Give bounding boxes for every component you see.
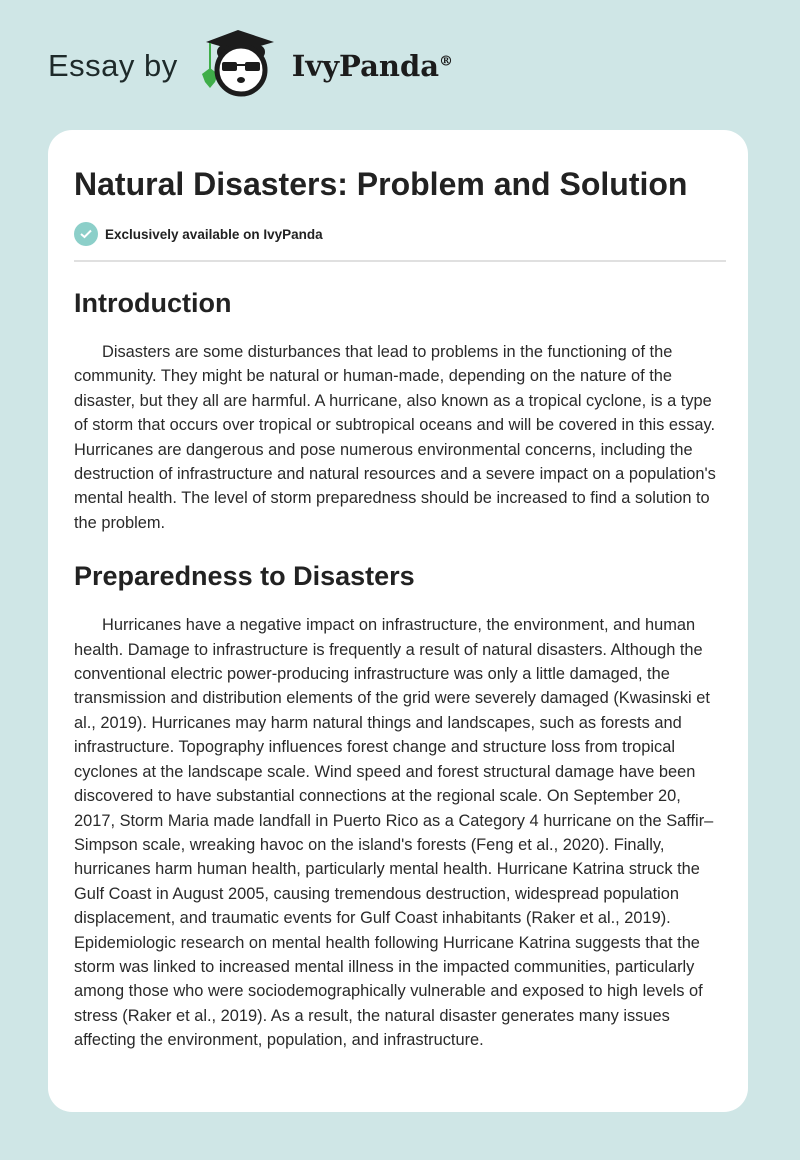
brand-name: IvyPanda bbox=[291, 49, 440, 83]
essay-card bbox=[48, 130, 748, 1112]
section-heading: Preparedness to Disasters bbox=[74, 561, 415, 592]
section-heading: Introduction bbox=[74, 288, 232, 318]
section-paragraph: Disasters are some disturbances that lead to problems in the functioning of the community. They might be natural or human-made, depending on the nature of the disaster, but they all are harmful. A hurricane, also known as a tropical cyclone, is a type of storm that occurs over tropical or subtropical oceans and will be covered in this essay. Hurricanes are dangerous and pose numerous environmental concerns, including the destruction of infrastructure and natural resources and a severe impact on a population's mental health. The level of storm preparedness should be increased to find a solution to the problem. bbox=[74, 343, 716, 532]
registered-mark: ® bbox=[439, 53, 454, 70]
page-title: Natural Disasters: Problem and Solution bbox=[74, 166, 688, 202]
essay-by-label: Essay by bbox=[48, 48, 178, 83]
check-icon bbox=[74, 222, 98, 246]
divider bbox=[74, 260, 726, 262]
brand-header bbox=[48, 36, 453, 96]
ivypanda-wordmark[interactable] bbox=[292, 49, 453, 83]
panda-logo-icon bbox=[196, 28, 286, 98]
exclusive-badge bbox=[74, 222, 726, 246]
badge-text: Exclusively available on IvyPanda bbox=[105, 226, 323, 242]
section-paragraph: Hurricanes have a negative impact on infrastructure, the environment, and human health. Damage to infrastructure is frequently a result of natural disasters. Although the conventional electric power-producing infrastructure was only a little damaged, the transmission and distribution elements of the grid were severely damaged (Kwasinski et al., 2019). Hurricanes may harm natural things and landscapes, such as forests and infrastructure. Topography influences forest change and structure loss from tropical cyclones at the landscape scale. Wind speed and forest structural damage have been discovered to have substantial connections at the regional scale. On September 20, 2017, Storm Maria made landfall in Puerto Rico as a Category 4 hurricane on the Saffir–Simpson scale, wreaking havoc on the island's forests (Feng et al., 2020). Finally, hurricanes harm human health, particularly mental health. Hurricane Katrina struck the Gulf Coast in August 2005, causing tremendous destruction, widespread population displacement, and traumatic events for Gulf Coast inhabitants (Raker et al., 2019). Epidemiologic research on mental health following Hurricane Katrina suggests that the storm was linked to increased mental illness in the impacted communities, particularly among those who were sociodemographically vulnerable and exposed to high levels of stress (Raker et al., 2019). As a result, the natural disaster generates many issues affecting the environment, population, and infrastructure. bbox=[74, 616, 714, 1050]
